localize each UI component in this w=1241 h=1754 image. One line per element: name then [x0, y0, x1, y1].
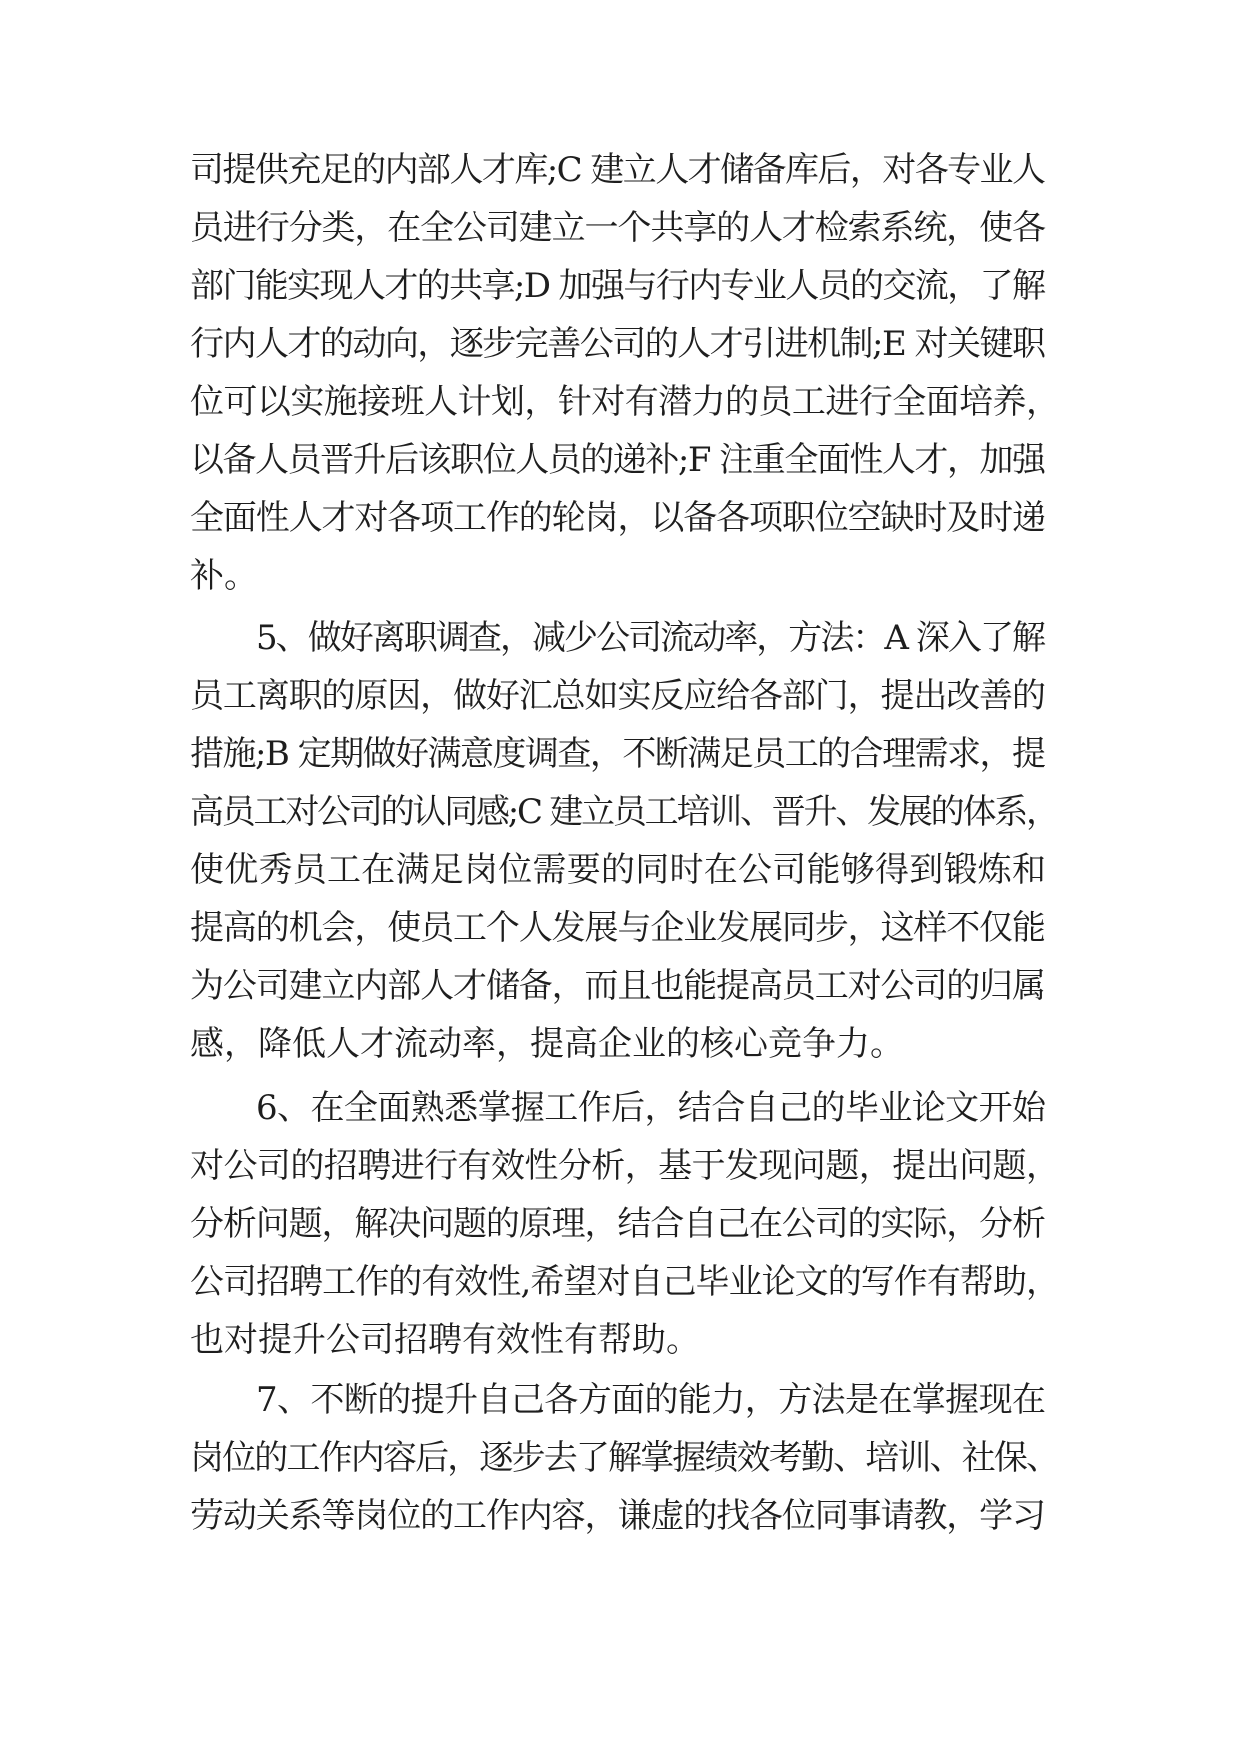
text-line: 分析问题，解决问题的原理，结合自己在公司的实际，分析 — [190, 1204, 1045, 1244]
text-line: 全面性人才对各项工作的轮岗，以备各项职位空缺时及时递 — [190, 498, 1045, 538]
text-line: 员进行分类，在全公司建立一个共享的人才检索系统，使各 — [190, 208, 1045, 248]
text-line: 员工离职的原因，做好汇总如实反应给各部门，提出改善的 — [190, 676, 1045, 716]
text-line: 位可以实施接班人计划，针对有潜力的员工进行全面培养， — [190, 382, 1060, 422]
text-line: 使优秀员工在满足岗位需要的同时在公司能够得到锻炼和 — [190, 850, 1047, 890]
text-line: 5、做好离职调查，减少公司流动率，方法：A 深入了解 — [256, 618, 1045, 658]
text-line: 7、不断的提升自己各方面的能力，方法是在掌握现在 — [256, 1380, 1046, 1420]
text-line: 措施;B 定期做好满意度调查，不断满足员工的合理需求，提 — [190, 734, 1045, 774]
text-line: 高员工对公司的认同感;C 建立员工培训、晋升、发展的体系， — [190, 792, 1058, 832]
text-line: 部门能实现人才的共享;D 加强与行内专业人员的交流，了解 — [190, 266, 1045, 306]
text-line: 公司招聘工作的有效性,希望对自己毕业论文的写作有帮助， — [190, 1262, 1060, 1302]
text-line: 对公司的招聘进行有效性分析，基于发现问题，提出问题， — [190, 1146, 1060, 1186]
text-line: 6、在全面熟悉掌握工作后，结合自己的毕业论文开始 — [256, 1088, 1046, 1128]
text-line: 补。 — [190, 556, 258, 596]
text-line: 劳动关系等岗位的工作内容，谦虚的找各位同事请教，学习 — [190, 1496, 1045, 1536]
text-line: 感，降低人才流动率，提高企业的核心竞争力。 — [190, 1024, 904, 1064]
text-line: 以备人员晋升后该职位人员的递补;F 注重全面性人才，加强 — [190, 440, 1045, 480]
text-line: 提高的机会，使员工个人发展与企业发展同步，这样不仅能 — [190, 908, 1045, 948]
text-line: 岗位的工作内容后，逐步去了解掌握绩效考勤、培训、社保、 — [190, 1438, 1059, 1478]
text-line: 行内人才的动向，逐步完善公司的人才引进机制;E 对关键职 — [190, 324, 1045, 364]
text-line: 也对提升公司招聘有效性有帮助。 — [190, 1320, 700, 1360]
text-line: 司提供充足的内部人才库;C 建立人才储备库后，对各专业人 — [190, 150, 1045, 190]
text-line: 为公司建立内部人才储备，而且也能提高员工对公司的归属 — [190, 966, 1045, 1006]
